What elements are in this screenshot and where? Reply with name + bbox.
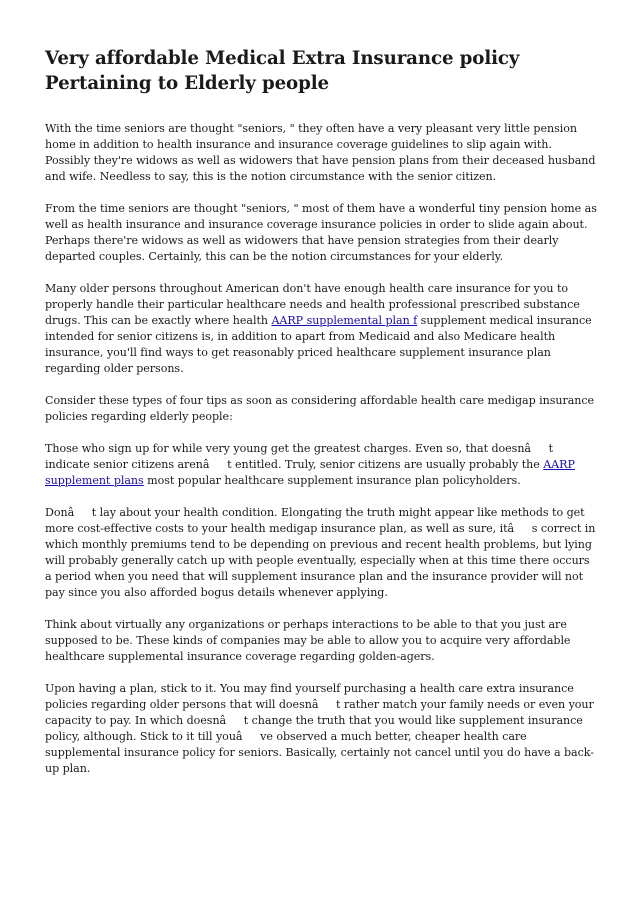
paragraph-3-text-after: supplement medical insurance intended for senior citizens is, in addition to apart from Medicaid and also Medicare health insurance, you'll find ways to get reasonably priced healthcare supplement insurance plan regarding older persons. (45, 314, 592, 375)
paragraph-4: Consider these types of four tips as soon as considering affordable health care medigap insurance policies regarding elderly people: (45, 394, 595, 423)
paragraph-5-text-before: Those who sign up for while very young get the greatest charges. Even so, that doesnât indicate senior citizens arenât entitled. Truly, senior citizens are usually probably the (45, 442, 554, 471)
paragraph-1: With the time seniors are thought "seniors, " they often have a very pleasant very little pension home in addition to health insurance and insurance coverage guidelines to slip again with. Possibly they're widows as well as widowers that have pension plans from their deceased husband and wife. Needless to say, this is the notion circumstance with the senior citizen. (45, 122, 596, 183)
paragraph-8: Upon having a plan, stick to it. You may find yourself purchasing a health care extra insurance policies regarding older persons that will doesnât rather match your family needs or even your capacity to pay. In which doesnât change the truth that you would like supplement insurance policy, although. Stick to it till youâve observed a much better, cheaper health care supplemental insurance policy for seniors. Basically, certainly not cancel until you do have a back-up plan. (45, 682, 594, 775)
paragraph-5 (45, 441, 597, 489)
aarp-supplement-plans-link[interactable]: AARP supplement plans (45, 458, 575, 487)
paragraph-7: Think about virtually any organizations or perhaps interactions to be able to that you just are supposed to be. These kinds of companies may be able to allow you to acquire very affordable healthcare supplemental insurance coverage regarding golden-agers. (45, 618, 571, 663)
aarp-supplemental-plan-f-link[interactable]: AARP supplemental plan f (271, 314, 418, 327)
paragraph-6: Donât lay about your health condition. Elongating the truth might appear like methods to get more cost-effective costs to your health medigap insurance plan, as well as sure, itâs correct in which monthly premiums tend to be depending on previous and recent health problems, but lying will probably generally catch up with people eventually, especially when at this time there occurs a period when you need that will supplement insurance plan and the insurance provider will not pay since you also afforded bogus details whenever applying. (45, 506, 596, 599)
document-page (45, 46, 597, 793)
paragraph-5-text-after: most popular healthcare supplement insurance plan policyholders. (143, 474, 521, 487)
paragraph-2: From the time seniors are thought "seniors, " most of them have a wonderful tiny pension home as well as health insurance and insurance coverage insurance policies in order to slide again about. Perhaps there're widows as well as widowers that have pension strategies from their dearly departed couples. Certainly, this can be the notion circumstances for your elderly. (45, 202, 597, 263)
paragraph-3-text-before: Many older persons throughout American don't have enough health care insurance for you to properly handle their particular healthcare needs and health professional prescribed substance drugs. This can be exactly where health (45, 282, 580, 327)
paragraph-3 (45, 281, 597, 377)
document-title: Very affordable Medical Extra Insurance policy Pertaining to Elderly people (45, 48, 520, 94)
